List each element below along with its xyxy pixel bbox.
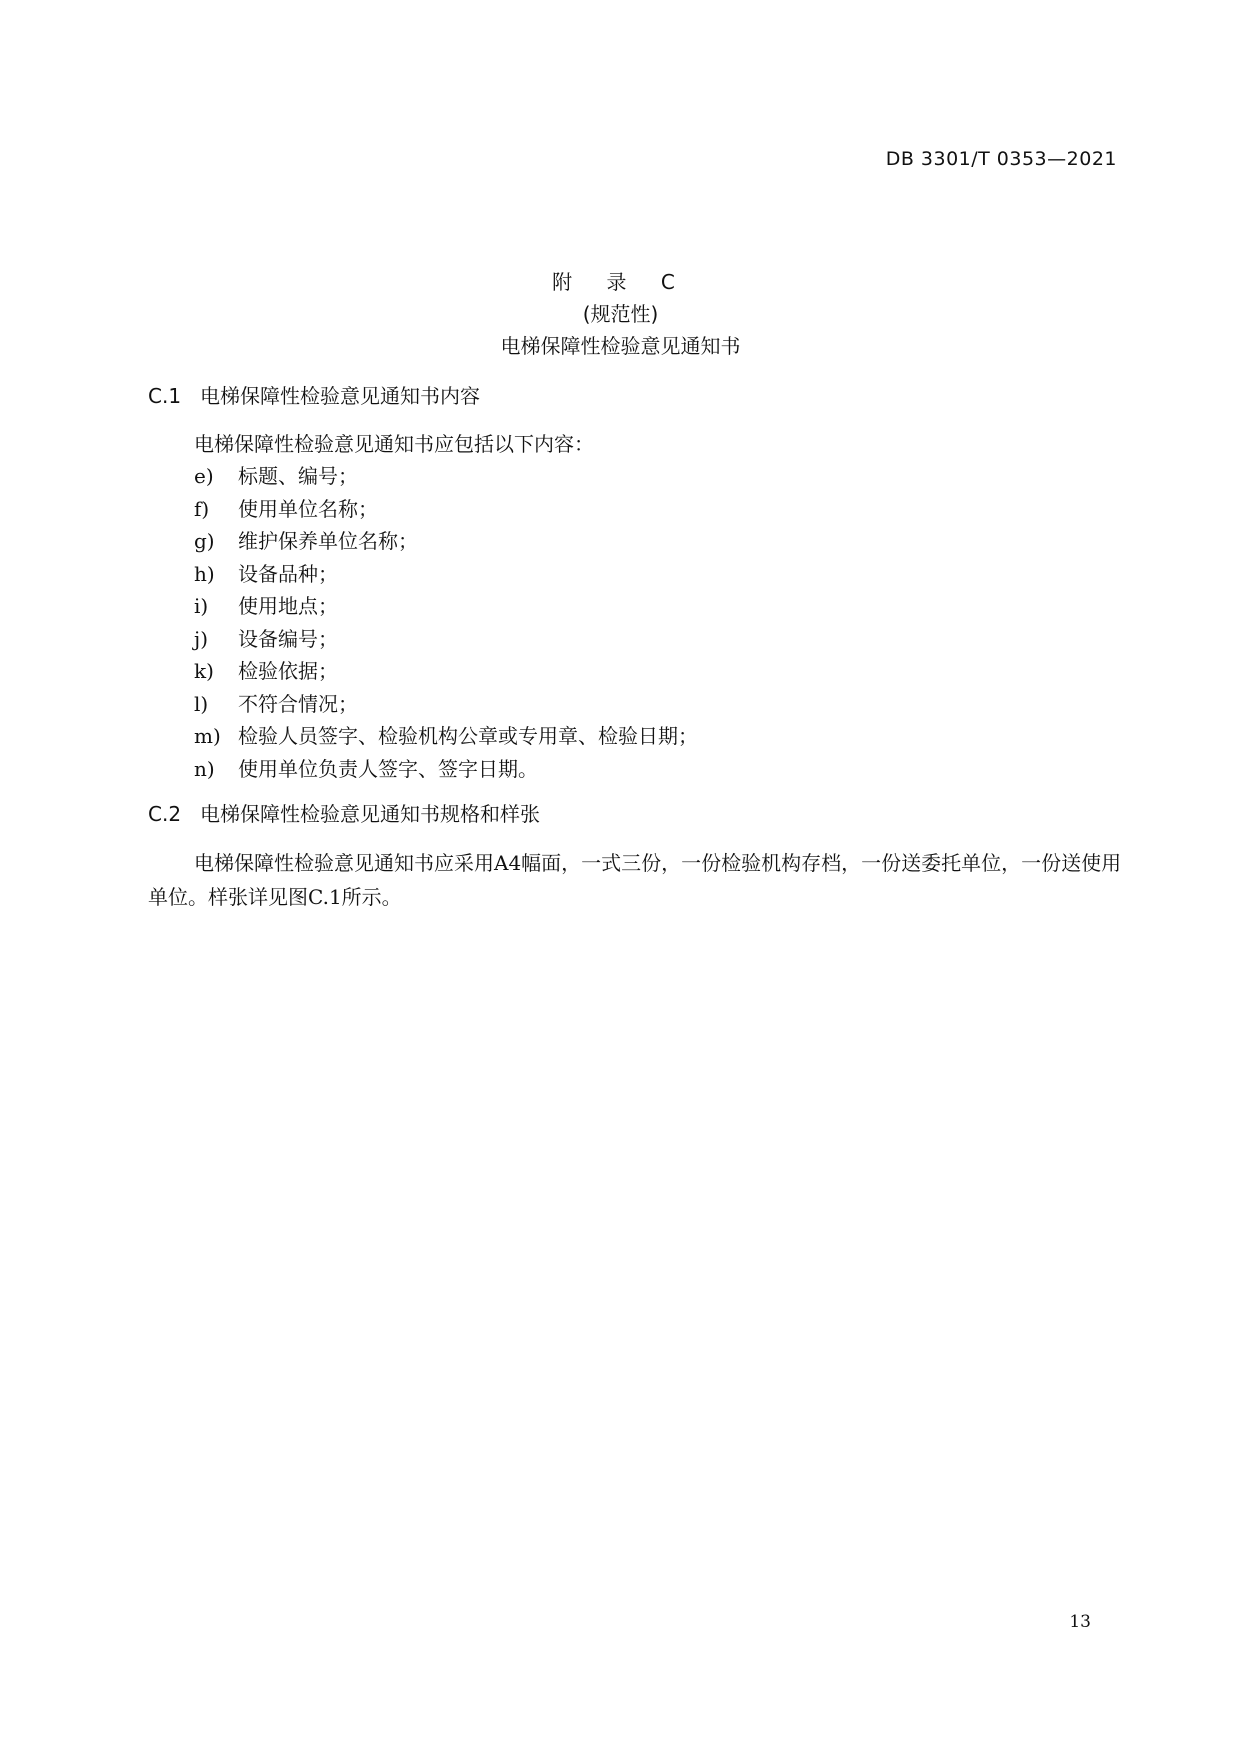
- list-item: [194, 525, 698, 558]
- list-item-text: 维护保养单位名称；: [238, 529, 418, 553]
- list-item-text: 标题、编号；: [238, 464, 358, 488]
- list-item-text: 使用单位负责人签字、签字日期。: [238, 756, 538, 781]
- list-item: [194, 623, 698, 656]
- list-item-text: 不符合情况；: [238, 691, 358, 716]
- list-marker: i): [194, 594, 209, 618]
- list-item-text: 设备编号；: [238, 626, 338, 651]
- section-intro: 电梯保障性检验意见通知书应包括以下内容：: [194, 432, 594, 456]
- list-marker: n): [194, 756, 215, 781]
- list-item: [194, 688, 698, 721]
- list-marker: l): [194, 691, 209, 716]
- list-item: [194, 655, 698, 688]
- list-item: [194, 753, 698, 786]
- list-item: [194, 720, 698, 753]
- section-title: 电梯保障性检验意见通知书规格和样张: [200, 802, 540, 826]
- list-item-text: 使用单位名称；: [238, 496, 378, 521]
- list-marker: k): [194, 659, 214, 683]
- document-code: DB 3301/T 0353—2021: [885, 148, 1117, 170]
- list-marker: e): [194, 464, 214, 488]
- list-marker: f): [194, 496, 210, 521]
- appendix-type: (规范性): [582, 302, 659, 326]
- section-title: 电梯保障性检验意见通知书内容: [200, 384, 480, 408]
- section-body: 电梯保障性检验意见通知书应采用A4幅面，一式三份，一份检验机构存档，一份送委托单位，一份送使用单位。样张详见图C.1所示。: [148, 851, 1122, 909]
- list-item-text: 检验依据；: [238, 659, 338, 683]
- list-marker: h): [194, 561, 215, 586]
- list-item: [194, 590, 698, 623]
- list-item-text: 设备品种；: [238, 561, 338, 586]
- list-item: [194, 558, 698, 591]
- list-item: [194, 493, 698, 526]
- appendix-title: 附 录 C: [552, 270, 689, 294]
- section-number: C.2: [148, 802, 182, 826]
- section-number: C.1: [148, 384, 182, 408]
- section-heading-c1: [148, 380, 480, 409]
- content-list: [194, 460, 698, 785]
- list-marker: m): [194, 724, 221, 748]
- list-marker: g): [194, 529, 215, 553]
- list-item-text: 检验人员签字、检验机构公章或专用章、检验日期；: [238, 724, 698, 748]
- list-item: [194, 460, 698, 493]
- section-heading-c2: [148, 798, 540, 827]
- appendix-name: 电梯保障性检验意见通知书: [500, 334, 741, 358]
- list-item-text: 使用地点；: [238, 594, 338, 618]
- list-marker: j): [194, 626, 209, 651]
- page-number: 13: [1069, 1612, 1091, 1632]
